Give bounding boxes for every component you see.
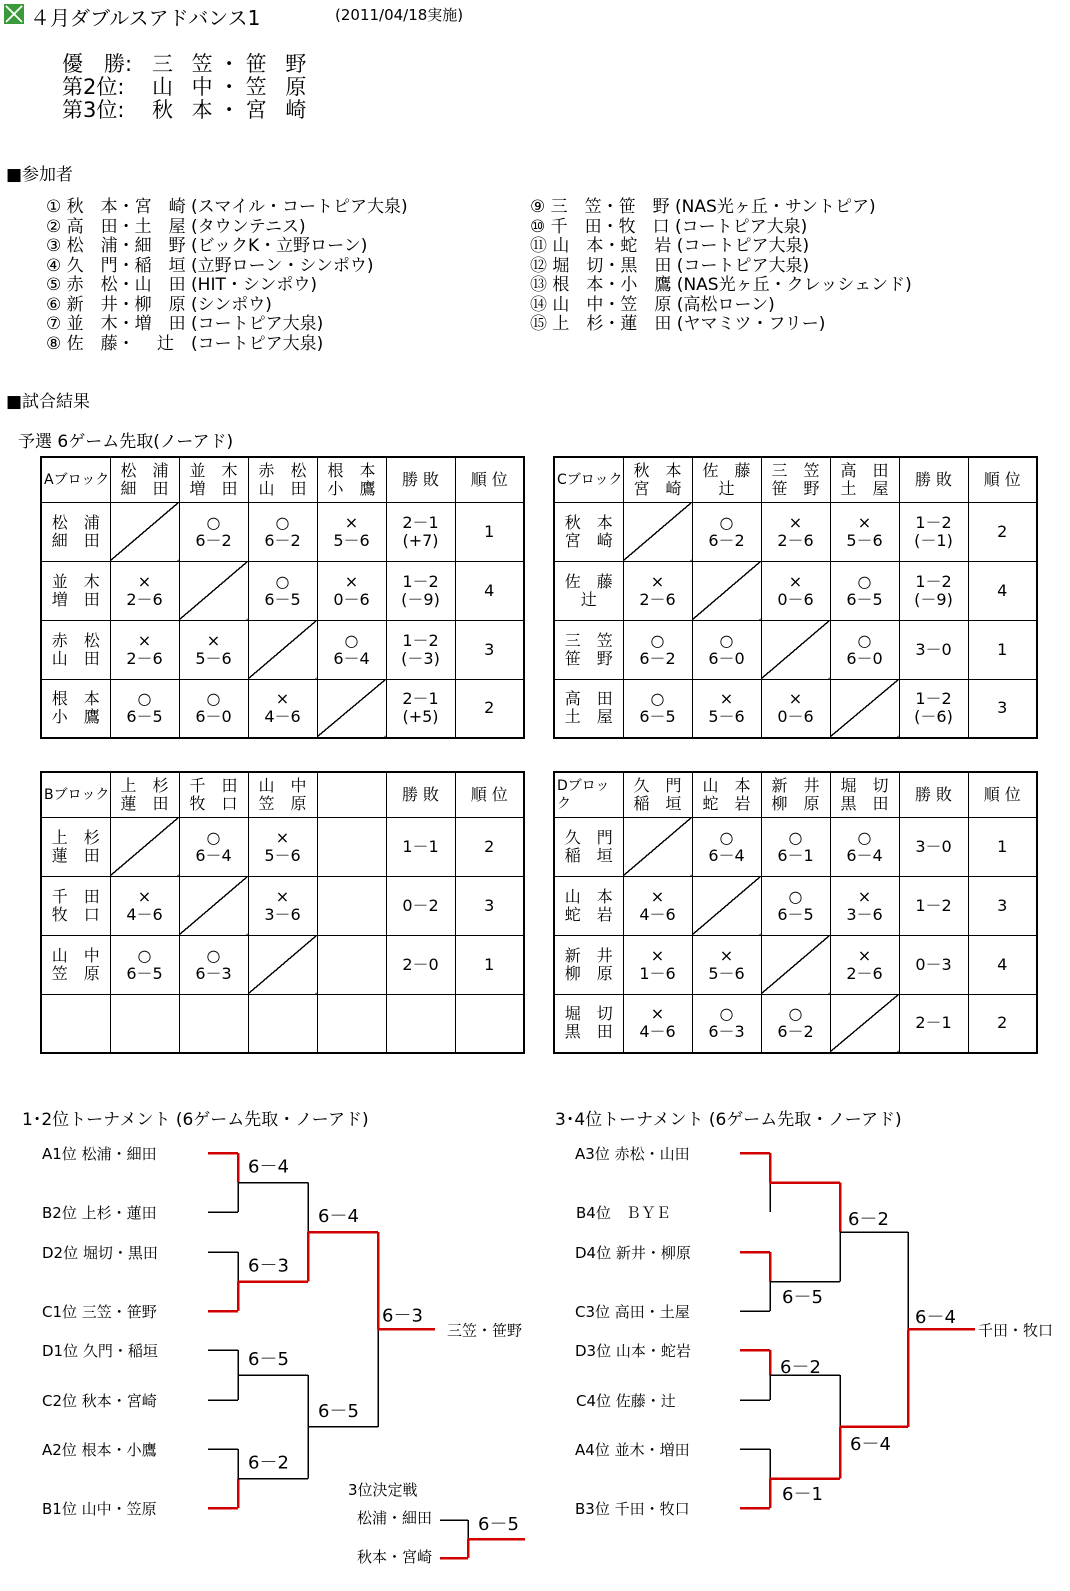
win-loss-header: 勝 敗 (386, 457, 455, 502)
match-cell: ○ 6－2 (179, 502, 248, 561)
match-cell: × 2－6 (761, 502, 830, 561)
win-loss: 3－0 (899, 817, 968, 876)
bracket-score: 6－4 (850, 1434, 891, 1455)
match-cell: × 5－6 (248, 817, 317, 876)
participant-item: ④ 久 門・稲 垣 (立野ローン・シンポウ) (46, 255, 374, 276)
block-header-player: 山 中 笠 原 (248, 772, 317, 817)
participant-item: ⑩ 千 田・牧 口 (コートピア大泉) (530, 216, 808, 237)
bracket-entry: 秋本・宮崎 (357, 1548, 433, 1566)
block-header-player: 赤 松 山 田 (248, 457, 317, 502)
participant-item: ⑧ 佐 藤・ 辻 (コートピア大泉) (46, 333, 324, 354)
rank-header: 順 位 (455, 457, 524, 502)
row-player: 佐 藤 辻 (554, 561, 623, 620)
bracket-entry: A2位 根本・小鷹 (42, 1441, 157, 1459)
row-player: 上 杉 蓮 田 (41, 817, 110, 876)
participant-item: ⑥ 新 井・柳 原 (シンポウ) (46, 294, 272, 315)
block-header-player: 新 井 柳 原 (761, 772, 830, 817)
match-cell: × 5－6 (692, 679, 761, 738)
bracket-score: 6－1 (782, 1484, 823, 1505)
match-cell: × 2－6 (623, 561, 692, 620)
match-cell: × 4－6 (110, 876, 179, 935)
row-player: 山 中 笠 原 (41, 935, 110, 994)
bracket-score: 6－5 (782, 1287, 823, 1308)
rank-value: 1 (455, 935, 524, 994)
participant-item: ⑤ 赤 松・山 田 (HIT・シンポウ) (46, 275, 318, 295)
bracket-entry: A4位 並木・増田 (575, 1441, 690, 1459)
block-label: Aブロック (41, 457, 110, 502)
bracket-entry: D1位 久門・稲垣 (42, 1342, 158, 1360)
block-header-player: 並 木 増 田 (179, 457, 248, 502)
bracket-entry: D4位 新井・柳原 (575, 1244, 691, 1262)
rank-header: 順 位 (968, 772, 1037, 817)
row-player: 高 田 土 屋 (554, 679, 623, 738)
bracket-entry: 松浦・細田 (357, 1509, 433, 1527)
event-date: (2011/04/18実施) (335, 6, 464, 24)
results-heading: ■試合結果 (6, 392, 91, 412)
win-loss: 1－2 (899, 876, 968, 935)
bracket-winner: 千田・牧口 (978, 1321, 1054, 1340)
rank-value: 2 (968, 502, 1037, 561)
bracket-score: 6－3 (382, 1305, 423, 1327)
participant-item: ③ 松 浦・細 野 (ビックK・立野ローン) (46, 236, 368, 256)
match-cell: × 4－6 (623, 876, 692, 935)
participant-item: ⑮ 上 杉・蓮 田 (ヤマミツ・フリー) (530, 314, 826, 334)
rank-value: 3 (455, 876, 524, 935)
row-player: 堀 切 黒 田 (554, 994, 623, 1053)
match-cell: × 2－6 (110, 620, 179, 679)
match-cell: ○ 6－4 (692, 817, 761, 876)
match-cell: ○ 6－5 (623, 679, 692, 738)
win-loss: 0－3 (899, 935, 968, 994)
match-cell: × 3－6 (830, 876, 899, 935)
win-loss-header: 勝 敗 (899, 457, 968, 502)
win-loss: 1－2 (－9) (899, 561, 968, 620)
match-cell: ○ 6－2 (692, 502, 761, 561)
match-cell: ○ 6－5 (248, 561, 317, 620)
match-cell: ○ 6－5 (830, 561, 899, 620)
participant-item: ① 秋 本・宮 崎 (スマイル・コートピア大泉) (46, 197, 408, 217)
row-player: 山 本 蛇 岩 (554, 876, 623, 935)
participant-item: ② 高 田・土 屋 (タウンテニス) (46, 216, 306, 237)
ranking-1: 優 勝: 三 笠・笹 野 (62, 52, 313, 76)
block-header-player: 堀 切 黒 田 (830, 772, 899, 817)
win-loss: 1－2 (－1) (899, 502, 968, 561)
match-cell: × 4－6 (623, 994, 692, 1053)
match-cell: ○ 6－5 (110, 679, 179, 738)
rank-header: 順 位 (968, 457, 1037, 502)
bracket-entry: B2位 上杉・蓮田 (42, 1204, 157, 1222)
participant-item: ⑭ 山 中・笠 原 (高松ローン) (530, 294, 775, 315)
block-header-player: 根 本 小 鷹 (317, 457, 386, 502)
match-cell: × 4－6 (248, 679, 317, 738)
block-header-player: 高 田 土 屋 (830, 457, 899, 502)
match-cell: ○ 6－4 (179, 817, 248, 876)
participants-heading: ■参加者 (6, 165, 74, 185)
bracket-entry: D2位 堀切・黒田 (42, 1244, 158, 1262)
bracket-score: 6－5 (318, 1400, 359, 1422)
rank-value: 3 (455, 620, 524, 679)
match-cell: ○ 6－4 (317, 620, 386, 679)
win-loss-header: 勝 敗 (386, 772, 455, 817)
match-cell: ○ 6－2 (761, 994, 830, 1053)
rank-value: 2 (968, 994, 1037, 1053)
rank-value: 4 (455, 561, 524, 620)
win-loss: 1－2 (－9) (386, 561, 455, 620)
match-cell: ○ 6－0 (830, 620, 899, 679)
bracket-score: 6－2 (248, 1452, 289, 1474)
block-label: Dブロック (554, 772, 623, 817)
bracket-score: 6－2 (848, 1209, 889, 1230)
win-loss: 3－0 (899, 620, 968, 679)
match-cell: ○ 6－0 (179, 679, 248, 738)
ranking-3: 第3位: 秋 本・宮 崎 (62, 98, 313, 122)
row-player: 千 田 牧 口 (41, 876, 110, 935)
participant-item: ⑪ 山 本・蛇 岩 (コートピア大泉) (530, 236, 810, 256)
bracket-score: 6－4 (915, 1307, 956, 1328)
bracket-entry: C2位 秋本・宮崎 (42, 1392, 157, 1410)
bracket-score: 6－4 (318, 1206, 359, 1227)
page-title: ４月ダブルスアドバンス1 (30, 6, 261, 30)
prelim-label: 予選 6ゲーム先取(ノーアド) (18, 432, 234, 452)
match-cell: ○ 6－4 (830, 817, 899, 876)
win-loss: 1－1 (386, 817, 455, 876)
rank-header: 順 位 (455, 772, 524, 817)
bracket-entry: B1位 山中・笠原 (42, 1500, 157, 1518)
row-player: 並 木 増 田 (41, 561, 110, 620)
block-label: Cブロック (554, 457, 623, 502)
bracket-entry: C3位 高田・土屋 (575, 1303, 690, 1321)
rank-value: 1 (968, 817, 1037, 876)
match-cell: ○ 6－5 (761, 876, 830, 935)
rank-value: 1 (968, 620, 1037, 679)
block-header-player: 千 田 牧 口 (179, 772, 248, 817)
win-loss: 2－1 (899, 994, 968, 1053)
match-cell: ○ 6－1 (761, 817, 830, 876)
match-cell: ○ 6－0 (692, 620, 761, 679)
bracket-score: 6－5 (478, 1514, 519, 1535)
row-player: 根 本 小 鷹 (41, 679, 110, 738)
match-cell: × 5－6 (692, 935, 761, 994)
win-loss: 2－1 (+5) (386, 679, 455, 738)
participant-item: ⑬ 根 本・小 鷹 (NAS光ヶ丘・クレッシェンド) (530, 275, 912, 295)
block-header-player: 上 杉 蓮 田 (110, 772, 179, 817)
match-cell: × 5－6 (317, 502, 386, 561)
match-cell: × 3－6 (248, 876, 317, 935)
match-cell: ○ 6－3 (179, 935, 248, 994)
rank-value: 2 (455, 817, 524, 876)
bracket-entry: C1位 三笠・笹野 (42, 1303, 157, 1321)
rank-value: 3 (968, 679, 1037, 738)
tournament-34-title: 3･4位トーナメント (6ゲーム先取・ノーアド) (555, 1110, 902, 1130)
participant-item: ⑫ 堀 切・黒 田 (コートピア大泉) (530, 255, 810, 276)
block-header-player: 秋 本 宮 崎 (623, 457, 692, 502)
bracket-entry: B4位 ＢＹＥ (576, 1204, 671, 1222)
row-player: 新 井 柳 原 (554, 935, 623, 994)
match-cell: × 0－6 (761, 679, 830, 738)
bracket-score: 6－2 (780, 1357, 821, 1378)
match-cell: × 2－6 (830, 935, 899, 994)
match-cell: ○ 6－2 (623, 620, 692, 679)
row-player: 三 笠 笹 野 (554, 620, 623, 679)
row-player: 松 浦 細 田 (41, 502, 110, 561)
rank-value: 3 (968, 876, 1037, 935)
participant-item: ⑨ 三 笠・笹 野 (NAS光ヶ丘・サントピア) (530, 197, 876, 217)
match-cell: × 1－6 (623, 935, 692, 994)
match-cell: × 0－6 (761, 561, 830, 620)
block-header-player: 三 笠 笹 野 (761, 457, 830, 502)
row-player: 久 門 稲 垣 (554, 817, 623, 876)
block-header-player: 松 浦 細 田 (110, 457, 179, 502)
block-label: Bブロック (41, 772, 110, 817)
win-loss: 2－1 (+7) (386, 502, 455, 561)
bracket-entry: A1位 松浦・細田 (42, 1145, 157, 1163)
participant-item: ⑦ 並 木・増 田 (コートピア大泉) (46, 314, 324, 334)
rank-value: 4 (968, 561, 1037, 620)
match-cell: ○ 6－5 (110, 935, 179, 994)
tournament-12-title: 1･2位トーナメント (6ゲーム先取・ノーアド) (22, 1110, 369, 1130)
win-loss: 2－0 (386, 935, 455, 994)
win-loss: 1－2 (－6) (899, 679, 968, 738)
row-player: 赤 松 山 田 (41, 620, 110, 679)
bracket-score: 6－5 (248, 1349, 289, 1370)
win-loss-header: 勝 敗 (899, 772, 968, 817)
win-loss: 0－2 (386, 876, 455, 935)
rank-value: 4 (968, 935, 1037, 994)
rank-value: 2 (455, 679, 524, 738)
match-cell: × 2－6 (110, 561, 179, 620)
bracket-entry: D3位 山本・蛇岩 (575, 1342, 691, 1360)
third-place-title: 3位決定戦 (348, 1481, 418, 1499)
win-loss: 1－2 (－3) (386, 620, 455, 679)
match-cell: × 5－6 (179, 620, 248, 679)
match-cell: × 0－6 (317, 561, 386, 620)
bracket-entry: B3位 千田・牧口 (575, 1500, 690, 1518)
ranking-2: 第2位: 山 中・笠 原 (62, 75, 313, 99)
bracket-score: 6－4 (248, 1156, 289, 1178)
row-player: 秋 本 宮 崎 (554, 502, 623, 561)
bracket-entry: C4位 佐藤・辻 (576, 1392, 676, 1410)
match-cell: ○ 6－2 (248, 502, 317, 561)
rank-value: 1 (455, 502, 524, 561)
bracket-winner: 三笠・笹野 (447, 1321, 523, 1340)
block-header-player: 佐 藤 辻 (692, 457, 761, 502)
bracket-entry: A3位 赤松・山田 (575, 1145, 690, 1163)
match-cell: × 5－6 (830, 502, 899, 561)
bracket-score: 6－3 (248, 1255, 289, 1277)
match-cell: ○ 6－3 (692, 994, 761, 1053)
block-header-player: 山 本 蛇 岩 (692, 772, 761, 817)
block-header-player: 久 門 稲 垣 (623, 772, 692, 817)
